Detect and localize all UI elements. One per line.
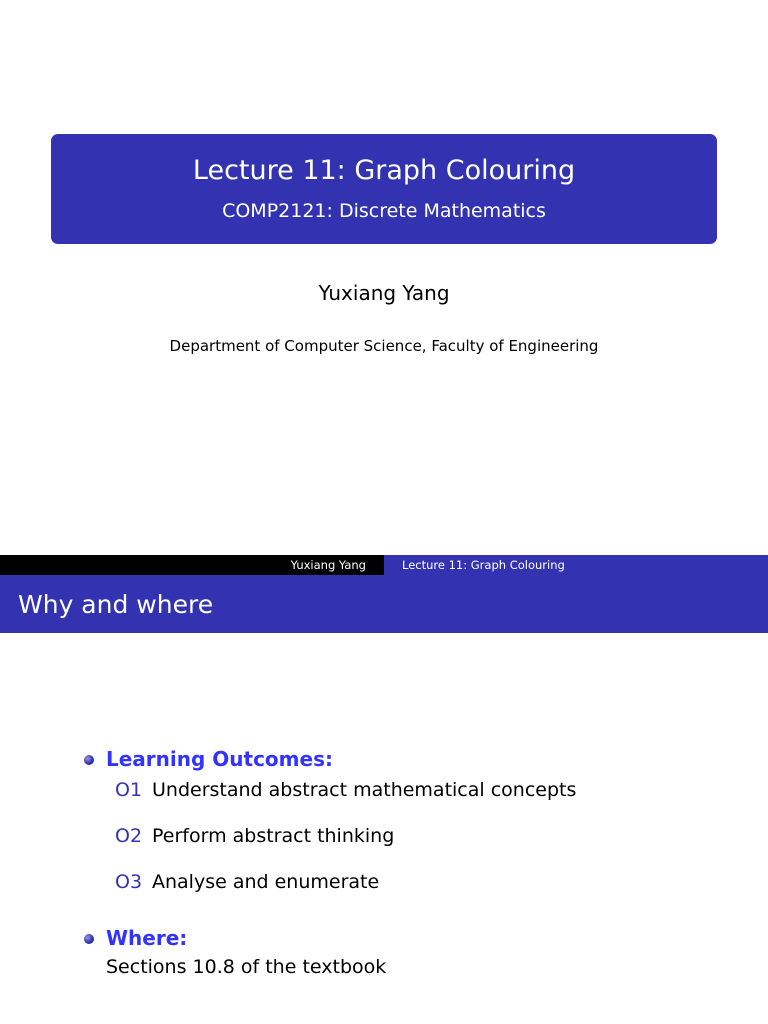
frame-title-bar: [0, 575, 768, 633]
title-box: [51, 134, 717, 244]
bullet-icon: [84, 934, 94, 944]
outcome-item: [115, 869, 379, 895]
footer-author: Yuxiang Yang: [290, 558, 366, 572]
footer-right-block: [384, 555, 768, 575]
lecture-title: Lecture 11: Graph Colouring: [192, 155, 576, 186]
outcome-text: Understand abstract mathematical concepts: [152, 779, 577, 801]
outcome-item: [115, 777, 576, 803]
outcome-code: O2: [115, 825, 143, 847]
where-heading: Where:: [106, 926, 188, 950]
course-subtitle: COMP2121: Discrete Mathematics: [222, 200, 546, 222]
outcome-text: Analyse and enumerate: [152, 871, 380, 893]
outcome-code: O3: [115, 871, 143, 893]
author-name: Yuxiang Yang: [318, 281, 450, 305]
institute-name: Department of Computer Science, Faculty of Engineering: [169, 337, 599, 355]
outcome-text: Perform abstract thinking: [152, 825, 395, 847]
outcome-code: O1: [115, 779, 143, 801]
outcome-item: [115, 823, 394, 849]
footer-title: Lecture 11: Graph Colouring: [402, 558, 565, 572]
frame-title: Why and where: [18, 590, 214, 619]
learning-outcomes-heading: Learning Outcomes:: [106, 747, 333, 771]
bullet-icon: [84, 755, 94, 765]
footer-left-block: [0, 555, 384, 575]
footer-bar: [0, 555, 768, 575]
where-text: Sections 10.8 of the textbook: [106, 956, 387, 978]
